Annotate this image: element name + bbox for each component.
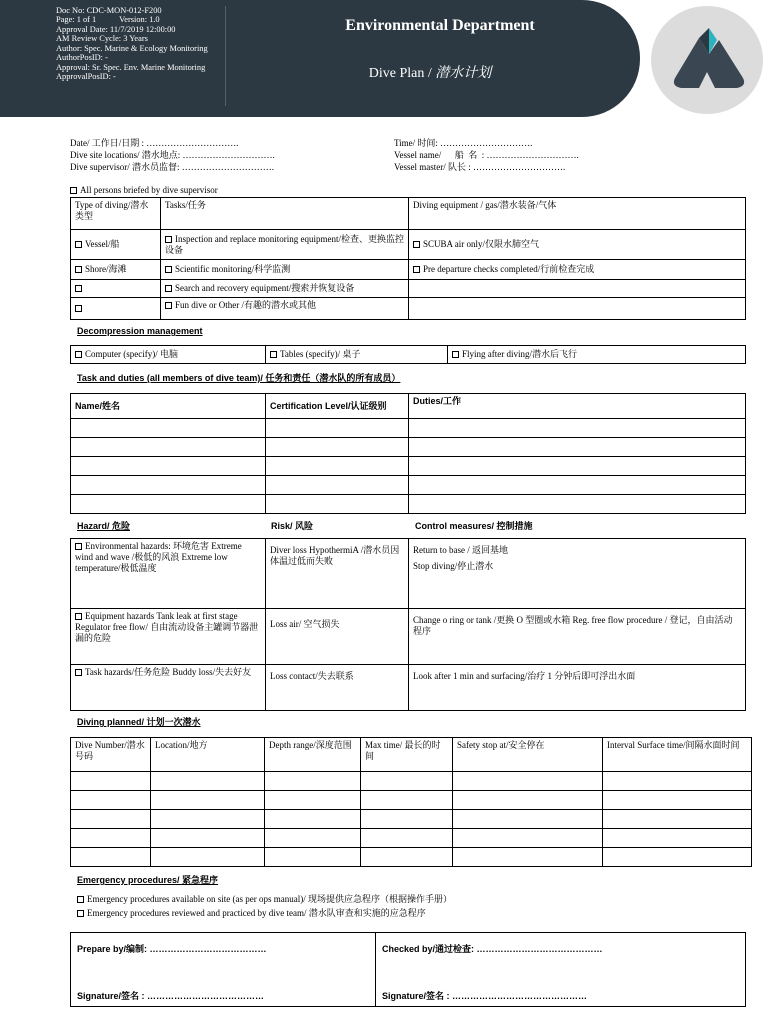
shore-label: Shore/海滩 [85, 264, 127, 275]
computer-label: Computer (specify)/ 电脑 [85, 349, 178, 360]
scuba-label: SCUBA air only/仅限水肺空气 [423, 239, 540, 250]
dive-cell[interactable] [453, 791, 603, 810]
dive-cell[interactable] [71, 810, 151, 829]
dive-cell[interactable] [265, 848, 361, 867]
time-field[interactable]: Time/ 时间: …………………………. [394, 138, 533, 148]
team-cell[interactable] [409, 438, 746, 457]
fun-dive-checkbox[interactable] [165, 302, 172, 309]
team-cell[interactable] [266, 419, 409, 438]
emergency-heading: Emergency procedures/ 紧急程序 [77, 875, 219, 885]
blank-type-checkbox-2[interactable] [75, 305, 82, 312]
signoff-table [70, 932, 746, 1007]
flying-option[interactable] [448, 346, 746, 364]
team-cell[interactable] [266, 476, 409, 495]
emergency-reviewed-row[interactable] [77, 908, 426, 919]
document-meta [56, 6, 226, 106]
dive-cell[interactable] [265, 810, 361, 829]
header-banner [0, 0, 640, 117]
dive-cell[interactable] [151, 810, 265, 829]
decompression-table [70, 345, 746, 364]
depth-range-header: Depth range/深度范围 [265, 738, 361, 772]
team-cell[interactable] [71, 457, 266, 476]
control-heading: Control measures/ 控制措施 [415, 521, 533, 531]
predeparture-checkbox[interactable] [413, 266, 420, 273]
dive-cell[interactable] [603, 810, 752, 829]
dive-cell[interactable] [71, 772, 151, 791]
type-of-diving-header: Type of diving/潜水类型 [71, 198, 161, 230]
diver-loss-risk: Diver loss HypothermiA /潜水员因体温过低而失败 [266, 539, 409, 609]
vessel-option[interactable] [71, 230, 161, 260]
dive-cell[interactable] [361, 829, 453, 848]
search-option[interactable] [161, 280, 409, 298]
flying-checkbox[interactable] [452, 351, 459, 358]
blank-type-option-1[interactable] [71, 280, 161, 298]
meta-approval-date: Approval Date: 11/7/2019 12:00:00 [56, 24, 176, 34]
form-title-en: Dive Plan / [368, 66, 436, 81]
dive-cell[interactable] [265, 829, 361, 848]
dive-cell[interactable] [603, 791, 752, 810]
meta-approval: Approval: Sr. Spec. Env. Marine Monitoring [56, 62, 206, 72]
max-time-header: Max time/ 最长的时间 [361, 738, 453, 772]
task-hazard-label: Task hazards/任务危险 Buddy loss/失去好友 [85, 667, 252, 677]
team-heading: Task and duties (all members of dive team)/ 任务和责任（潜水队的所有成员） [77, 373, 401, 383]
checked-cell[interactable] [376, 933, 746, 1007]
company-logo [651, 6, 763, 114]
hazard-heading: Hazard/ 危险 [77, 521, 131, 531]
tables-option[interactable] [266, 346, 448, 364]
team-table [70, 393, 746, 514]
dive-cell[interactable] [265, 772, 361, 791]
dive-cell[interactable] [151, 772, 265, 791]
team-cell[interactable] [409, 457, 746, 476]
interval-header: Interval Surface time/间隔水面时间 [603, 738, 752, 772]
prepare-cell[interactable] [71, 933, 376, 1007]
emergency-available-checkbox[interactable] [77, 896, 84, 903]
vessel-master-field[interactable]: Vessel master/ 队长 : …………………………. [394, 162, 566, 172]
team-cell[interactable] [71, 419, 266, 438]
task-hazard-checkbox[interactable] [75, 669, 82, 676]
emergency-reviewed-label: Emergency procedures reviewed and practiced by dive team/ 潜水队审查和实施的应急程序 [87, 908, 426, 918]
dive-site-field[interactable]: Dive site locations/ 潜水地点: …………………………. [70, 150, 275, 160]
prepare-by-field[interactable]: Prepare by/编制: ………………………………… [77, 944, 267, 954]
blank-type-checkbox-1[interactable] [75, 285, 82, 292]
team-cell[interactable] [409, 476, 746, 495]
certification-header: Certification Level/认证级别 [266, 394, 409, 419]
stop-diving-text: Stop diving/停止潜水 [413, 560, 494, 571]
dive-cell[interactable] [361, 791, 453, 810]
team-cell[interactable] [266, 457, 409, 476]
team-cell[interactable] [266, 438, 409, 457]
dive-cell[interactable] [361, 848, 453, 867]
decompression-heading: Decompression management [77, 326, 203, 336]
safety-stop-header: Safety stop at/安全停在 [453, 738, 603, 772]
risk-heading: Risk/ 风险 [271, 521, 314, 531]
meta-author: Author: Spec. Marine & Ecology Monitoring [56, 43, 208, 53]
meta-doc-no: Doc No: CDC-MON-012-F200 [56, 6, 162, 15]
dive-cell[interactable] [453, 829, 603, 848]
date-field[interactable]: Date/ 工作日/日期 : …………………………. [70, 138, 239, 148]
department-title: Environmental Department [345, 17, 535, 34]
fun-dive-label: Fun dive or Other /有趣的潜水或其他 [175, 300, 316, 310]
scientific-label: Scientific monitoring/科学监测 [175, 264, 291, 275]
team-cell[interactable] [409, 419, 746, 438]
environmental-control [409, 539, 746, 609]
checked-signature-field[interactable]: Signature/签名 : ……………………………………… [382, 991, 588, 1002]
task-hazards-cell[interactable] [71, 665, 266, 711]
dive-cell[interactable] [265, 791, 361, 810]
meta-review-cycle: AM Review Cycle: 3 Years [56, 34, 148, 44]
briefed-row [70, 185, 218, 196]
scientific-checkbox[interactable] [165, 266, 172, 273]
team-cell[interactable] [266, 495, 409, 514]
emergency-available-label: Emergency procedures available on site (as per ops manual)/ 现场提供应急程序（根据操作手册） [87, 894, 453, 904]
inspection-option[interactable] [161, 230, 409, 260]
team-cell[interactable] [409, 495, 746, 514]
diving-planned-table [70, 737, 752, 867]
tables-checkbox[interactable] [270, 351, 277, 358]
dive-cell[interactable] [453, 772, 603, 791]
dive-supervisor-field[interactable]: Dive supervisor/ 潜水员监督: …………………………. [70, 162, 274, 172]
duties-header: Duties/工作 [409, 394, 746, 419]
shore-option[interactable] [71, 260, 161, 280]
vessel-checkbox[interactable] [75, 241, 82, 248]
scuba-checkbox[interactable] [413, 241, 420, 248]
meta-approval-pos: ApprovalPosID: - [56, 72, 116, 82]
scuba-option[interactable] [409, 230, 746, 260]
dive-cell[interactable] [71, 848, 151, 867]
diving-planned-heading: Diving planned/ 计划一次潜水 [77, 717, 201, 727]
team-cell[interactable] [71, 476, 266, 495]
name-header: Name/姓名 [71, 394, 266, 419]
equipment-cell-blank-1 [409, 280, 746, 298]
team-cell[interactable] [71, 495, 266, 514]
tables-label: Tables (specify)/ 桌子 [280, 349, 361, 360]
emergency-available-row[interactable] [77, 894, 452, 905]
environmental-hazards-cell[interactable] [71, 539, 266, 609]
emergency-reviewed-checkbox[interactable] [77, 910, 84, 917]
predeparture-label: Pre departure checks completed/行前检查完成 [423, 264, 595, 275]
inspection-label: Inspection and replace monitoring equipment/检查、更换监控设备 [165, 233, 404, 255]
briefed-checkbox[interactable] [70, 187, 77, 194]
equipment-header: Diving equipment / gas/潜水装备/气体 [409, 198, 746, 230]
meta-page-version: Page: 1 of 1 Version: 1.0 [56, 15, 160, 25]
checked-by-field[interactable]: Checked by/通过检查: …………………………………… [382, 944, 603, 954]
dive-cell[interactable] [151, 829, 265, 848]
computer-option[interactable] [71, 346, 266, 364]
equipment-cell-blank-2 [409, 298, 746, 320]
scientific-option[interactable] [161, 260, 409, 280]
loss-air-risk: Loss air/ 空气损失 [266, 609, 409, 665]
form-title-cn: 潜水计划 [435, 66, 492, 81]
tasks-header: Tasks/任务 [161, 198, 409, 230]
search-checkbox[interactable] [165, 285, 172, 292]
equipment-control: Change o ring or tank /更换 O 型圈或水箱 Reg. free flow procedure / 登记，自由活动程序 [409, 609, 746, 665]
meta-author-pos: AuthorPosID: - [56, 53, 108, 63]
dive-cell[interactable] [151, 848, 265, 867]
location-header: Location/地方 [151, 738, 265, 772]
vessel-name-field[interactable]: Vessel name/ 船 名 : …………………………. [394, 150, 579, 160]
return-to-base-text: Return to base / 返回基地 [413, 545, 508, 555]
blank-type-option-2[interactable] [71, 298, 161, 320]
dive-cell[interactable] [603, 848, 752, 867]
prepare-signature-field[interactable]: Signature/签名 : ………………………………… [77, 991, 265, 1002]
equipment-hazard-checkbox[interactable] [75, 613, 82, 620]
dive-cell[interactable] [361, 810, 453, 829]
dive-cell[interactable] [603, 829, 752, 848]
dive-cell[interactable] [151, 791, 265, 810]
dive-number-header: Dive Number/潜水号码 [71, 738, 151, 772]
dive-cell[interactable] [71, 791, 151, 810]
search-label: Search and recovery equipment/搜索并恢复设备 [175, 283, 355, 294]
vessel-label: Vessel/船 [85, 239, 120, 250]
tasks-table [70, 197, 746, 320]
dive-cell[interactable] [453, 848, 603, 867]
equipment-hazard-label: Equipment hazards Tank leak at first stage Regulator free flow/ 自由流动设备主罐调节器泄漏的危险 [75, 611, 259, 643]
hazard-table [70, 538, 746, 711]
inspection-checkbox[interactable] [165, 236, 172, 243]
dive-cell[interactable] [361, 772, 453, 791]
computer-checkbox[interactable] [75, 351, 82, 358]
environmental-label: Environmental hazards: 环境危害 Extreme wind and wave /极低的风浪 Extreme low temperature/极低温度 [75, 541, 242, 573]
predeparture-option[interactable] [409, 260, 746, 280]
fun-dive-option[interactable] [161, 298, 409, 320]
form-title [300, 66, 560, 83]
mountain-logo-icon [651, 6, 763, 114]
task-control: Look after 1 min and surfacing/治疗 1 分钟后即可浮出水面 [409, 665, 746, 711]
dive-cell[interactable] [71, 829, 151, 848]
team-cell[interactable] [71, 438, 266, 457]
loss-contact-risk: Loss contact/失去联系 [266, 665, 409, 711]
equipment-hazards-cell[interactable] [71, 609, 266, 665]
briefed-label: All persons briefed by dive supervisor [80, 185, 218, 195]
environmental-checkbox[interactable] [75, 543, 82, 550]
dive-cell[interactable] [603, 772, 752, 791]
flying-label: Flying after diving/潜水后飞行 [462, 349, 577, 360]
dive-cell[interactable] [453, 810, 603, 829]
shore-checkbox[interactable] [75, 266, 82, 273]
